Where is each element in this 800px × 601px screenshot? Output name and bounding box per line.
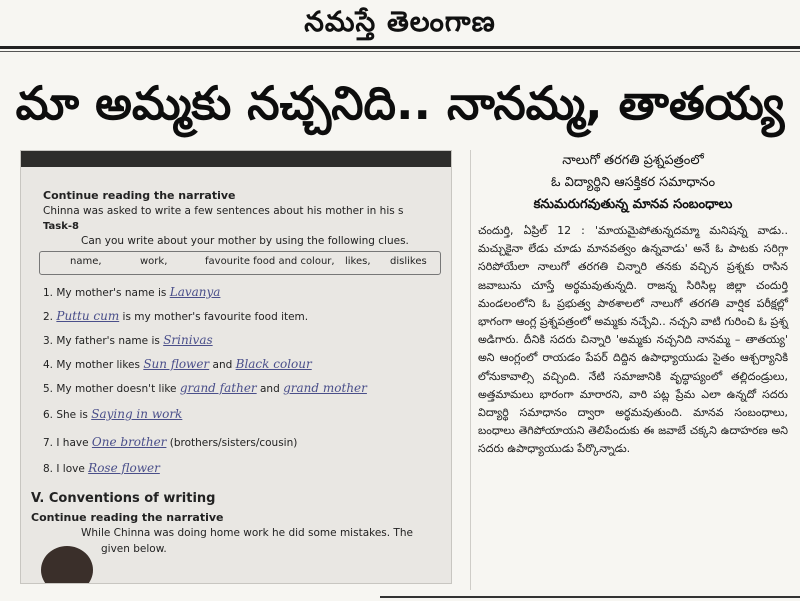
question-6-text: 6. She is (43, 409, 88, 421)
sheet-para-2a: While Chinna was doing home work he did some mistakes. The (81, 527, 413, 539)
clue-work: work, (140, 256, 168, 267)
answer-sheet-photo (20, 150, 452, 584)
question-1 (43, 285, 220, 299)
photo-dark-edge (21, 151, 451, 167)
masthead-rule-thin (0, 51, 800, 52)
thumb-shadow (41, 546, 93, 584)
question-5-and: and (260, 383, 280, 395)
question-2-text: is my mother's favourite food item. (122, 311, 309, 323)
sheet-intro: Chinna was asked to write a few sentences about his mother in his s (43, 205, 404, 217)
sheet-heading: Continue reading the narrative (43, 189, 236, 202)
sheet-task: Task-8 (43, 221, 79, 232)
clue-name: name, (70, 256, 102, 267)
answer-1: Lavanya (169, 285, 221, 299)
question-5 (43, 381, 367, 395)
question-5-text: 5. My mother doesn't like (43, 383, 177, 395)
answer-5b: grand mother (283, 381, 367, 395)
question-3-text: 3. My father's name is (43, 335, 160, 347)
answer-2: Puttu cum (56, 309, 120, 323)
clue-likes: likes, (345, 256, 371, 267)
question-8 (43, 461, 160, 475)
clue-dislikes: dislikes (390, 256, 427, 267)
answer-4a: Sun flower (143, 357, 210, 371)
question-4-text: 4. My mother likes (43, 359, 140, 371)
masthead (0, 0, 800, 44)
answer-4b: Black colour (235, 357, 312, 371)
footer-rule (380, 596, 800, 598)
question-2: 2. Puttu cum is my mother's favourite food item. (43, 309, 309, 323)
question-6 (43, 407, 182, 421)
article-column (478, 150, 788, 459)
answer-6: Saying in work (91, 407, 183, 421)
sheet-prompt: Can you write about your mother by using the following clues. (81, 235, 409, 247)
answer-8: Rose flower (88, 461, 160, 475)
sheet-heading-2: Continue reading the narrative (31, 511, 224, 524)
masthead-title: నమస్తే తెలంగాణ (304, 5, 496, 38)
question-4-and: and (212, 359, 233, 371)
question-7 (43, 435, 297, 449)
question-1-text: 1. My mother's name is (43, 287, 167, 299)
clue-box (39, 251, 441, 275)
sheet-para-2b: given below. (101, 543, 167, 555)
question-4 (43, 357, 312, 371)
column-divider (470, 150, 471, 590)
answer-7: One brother (91, 435, 167, 449)
subheading-2: ఓ విద్యార్థిని ఆసక్తికర సమాధానం (550, 175, 716, 190)
question-3 (43, 333, 213, 347)
question-7-text: 7. I have (43, 437, 89, 449)
question-8-text: 8. I love (43, 463, 85, 475)
answer-5a: grand father (179, 381, 257, 395)
question-7-options: (brothers/sisters/cousin) (169, 437, 298, 449)
subheading-3: కనుమరుగవుతున్న మానవ సంబంధాలు (533, 197, 733, 212)
section-heading: V. Conventions of writing (31, 491, 216, 506)
subheading-1: నాలుగో తరగతి ప్రశ్నపత్రంలో (562, 153, 704, 168)
clue-food: favourite food and colour, (205, 256, 335, 267)
article-headline: మా అమ్మకు నచ్చనిది.. నానమ్మ, తాతయ్య (15, 76, 785, 130)
masthead-rule (0, 46, 800, 49)
article-body: చందుర్తి, ఏప్రిల్ 12 : 'మాయమైపోతున్నదమ్మా మనిషన్న వాడు.. మచ్చుకైనా లేడు చూడు మానవత్వం ఉన్నవాడు' అనే ఓ పాటకు సరిగ్గా సరిపోయేలా నాలుగో తరగతి చిన్నారి తనకు వచ్చిన ప్రశ్నకు రాసిన జవాబును చూస్తే అర్థమవుతున్నది. రాజన్న సిరిసిల్ల జిల్లా చందుర్తి మండలంలోని ఓ ప్రభుత్వ పాఠశాలలో నాలుగో తరగతి వార్షిక పరీక్షల్లో భాగంగా ఆంగ్ల ప్రశ్నపత్రంలో అమ్మకు నచ్చేవి.. నచ్చని వాటి గురించి ఓ ప్రశ్న అడిగారు. దీనికి సదరు చిన్నారి 'అమ్మకు నచ్చనిది నానమ్మ – తాతయ్య' అని ఆంగ్లంలో రాయడం పేపర్ దిద్దిన ఉపాధ్యాయుడు సైతం ఆశ్చర్యానికి లోనుకావాల్సి వచ్చింది. నేటి సమాజానికి వృద్ధాప్యంలో తల్లిదండ్రులు, అత్తమామలు భారంగా మారారని, వారి పట్ల ప్రేమ ఎలా ఉన్నదో సదరు విద్యార్థి సమాధానం ద్వారా అర్థమవుతుంది. మానవ సంబంధాలు, బంధాలు తెగిపోయాయని తెలిపేందుకు ఈ జవాబే చక్కని ఉదాహరణ అని సదరు ఉపాధ్యాయుడు పేర్కొన్నాడు. (478, 224, 788, 456)
answer-3: Srinivas (163, 333, 213, 347)
